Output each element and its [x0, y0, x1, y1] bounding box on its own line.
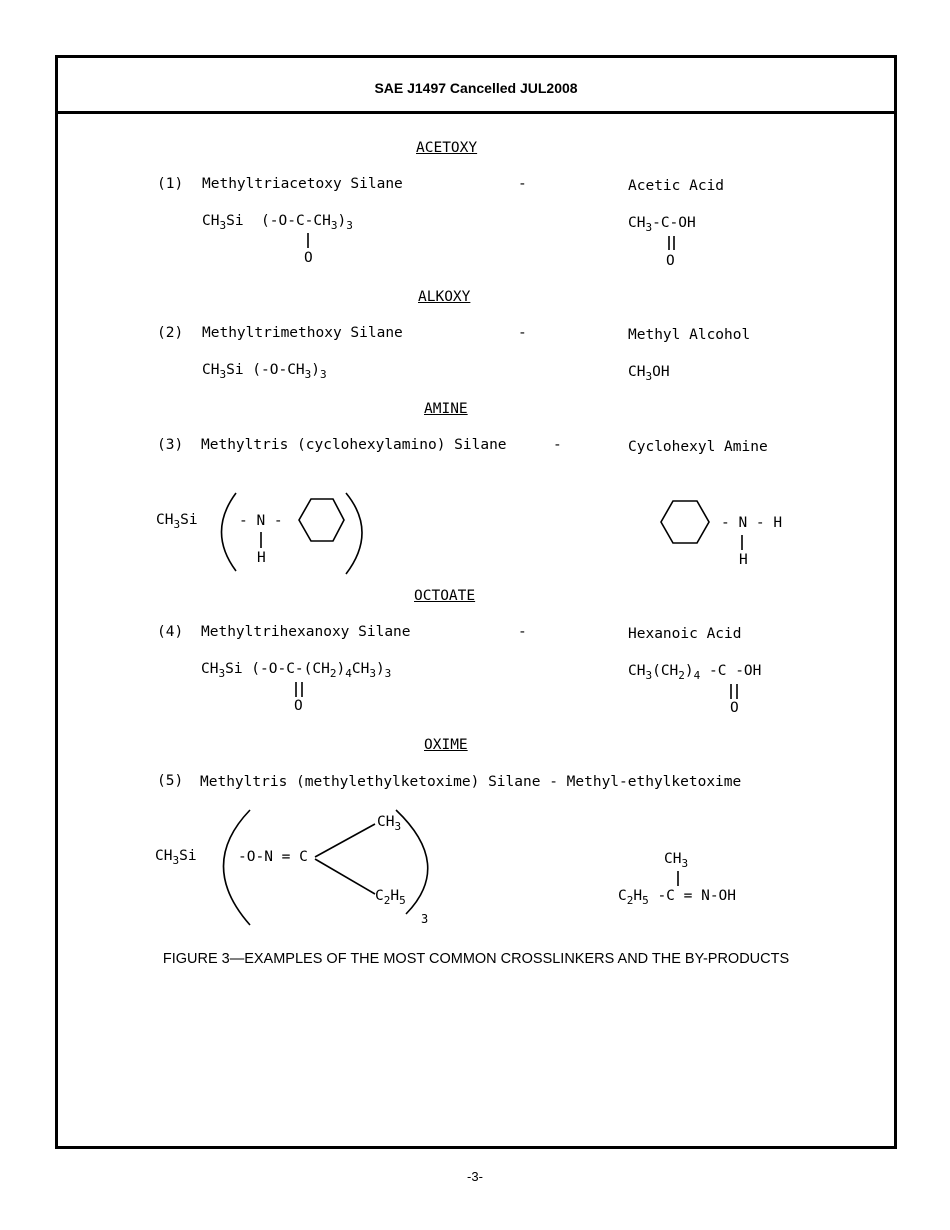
byproduct-name-1: Acetic Acid	[628, 178, 725, 194]
formula-cyclohexyl-amine-hydrogen: H	[739, 552, 748, 568]
bracket-amine-left	[222, 493, 237, 571]
formula-acetic-acid: $CH_3-C-OH$	[628, 215, 696, 234]
formula-octoate-oxygen: O	[294, 698, 303, 714]
formula-alkoxy-silane: $CH_3Si$ $(-O-CH_3)_3$	[202, 362, 327, 381]
heading-oxime: OXIME	[424, 737, 468, 753]
heading-acetoxy: ACETOXY	[416, 140, 478, 156]
item-number-4: (4)	[157, 624, 184, 640]
crosslinker-name-1: Methyltriacetoxy Silane	[202, 176, 403, 192]
formula-acetoxy-oxygen: O	[304, 250, 313, 266]
dash-1: -	[518, 176, 527, 192]
heading-octoate: OCTOATE	[414, 588, 476, 604]
formula-acetoxy-silane: $CH_3Si$ $(-O-C-CH_3)_3$	[202, 213, 353, 232]
crosslinker-name-5: Methyltris (methylethylketoxime) Silane - Methyl-ethylketoxime	[200, 774, 742, 790]
formula-octoate-silane: $CH_3Si$ $(-O-C-(CH_2)_4CH_3)_3$	[201, 661, 392, 680]
bracket-amine-right	[346, 493, 362, 574]
formula-methyl-alcohol: $CH_3OH$	[628, 364, 670, 383]
formula-oxime-group: -O-N = C	[238, 849, 308, 865]
byproduct-name-2: Methyl Alcohol	[628, 327, 751, 343]
dash-2: -	[518, 325, 527, 341]
byproduct-name-4: Hexanoic Acid	[628, 626, 742, 642]
bracket-oxime-left	[224, 810, 251, 925]
formula-oxime-ch3: $CH_3$	[377, 814, 402, 833]
formula-ketoxime-ch3: $CH_3$	[664, 851, 689, 870]
crosslinker-name-2: Methyltrimethoxy Silane	[202, 325, 403, 341]
page-number: -3-	[467, 1169, 483, 1184]
byproduct-name-3: Cyclohexyl Amine	[628, 439, 768, 455]
bond-oxime-c-ch3	[315, 824, 375, 857]
figure-caption: FIGURE 3—EXAMPLES OF THE MOST COMMON CROSSLINKERS AND THE BY-PRODUCTS	[162, 951, 790, 967]
formula-hexanoic-oxygen: O	[730, 700, 739, 716]
dash-4: -	[518, 624, 527, 640]
heading-alkoxy: ALKOXY	[418, 289, 471, 305]
item-number-1: (1)	[157, 176, 184, 192]
bracket-oxime-right	[396, 810, 428, 914]
formula-amine-group: - N -	[239, 513, 283, 529]
item-number-3: (3)	[157, 437, 184, 453]
formula-oxime-c2h5: $C_2H_5$	[375, 888, 406, 907]
bond-oxime-c-c2h5	[315, 859, 375, 894]
formula-acetic-oxygen: O	[666, 253, 675, 269]
crosslinker-name-4: Methyltrihexanoxy Silane	[201, 624, 411, 640]
formula-hexanoic-acid: $CH_3(CH_2)_4$ -C -OH	[628, 663, 762, 682]
formula-oxime-multiplier: 3	[421, 912, 429, 926]
cyclohexane-ring-byproduct	[661, 501, 709, 543]
formula-cyclohexyl-amine-group: - N - H	[721, 515, 783, 531]
dash-3: -	[553, 437, 562, 453]
formula-oxime-silane-prefix: $CH_3Si$	[155, 848, 197, 867]
crosslinker-name-3: Methyltris (cyclohexylamino) Silane	[201, 437, 507, 453]
formula-amine-silane-prefix: $CH_3Si$	[156, 512, 198, 531]
formula-amine-hydrogen: H	[257, 550, 266, 566]
item-number-5: (5)	[157, 773, 184, 789]
cyclohexane-ring-silane	[299, 499, 344, 541]
formula-ketoxime-main: $C_2H_5$ -C = N-OH	[618, 888, 737, 907]
document-header: SAE J1497 Cancelled JUL2008	[374, 80, 578, 96]
item-number-2: (2)	[157, 325, 184, 341]
heading-amine: AMINE	[424, 401, 468, 417]
